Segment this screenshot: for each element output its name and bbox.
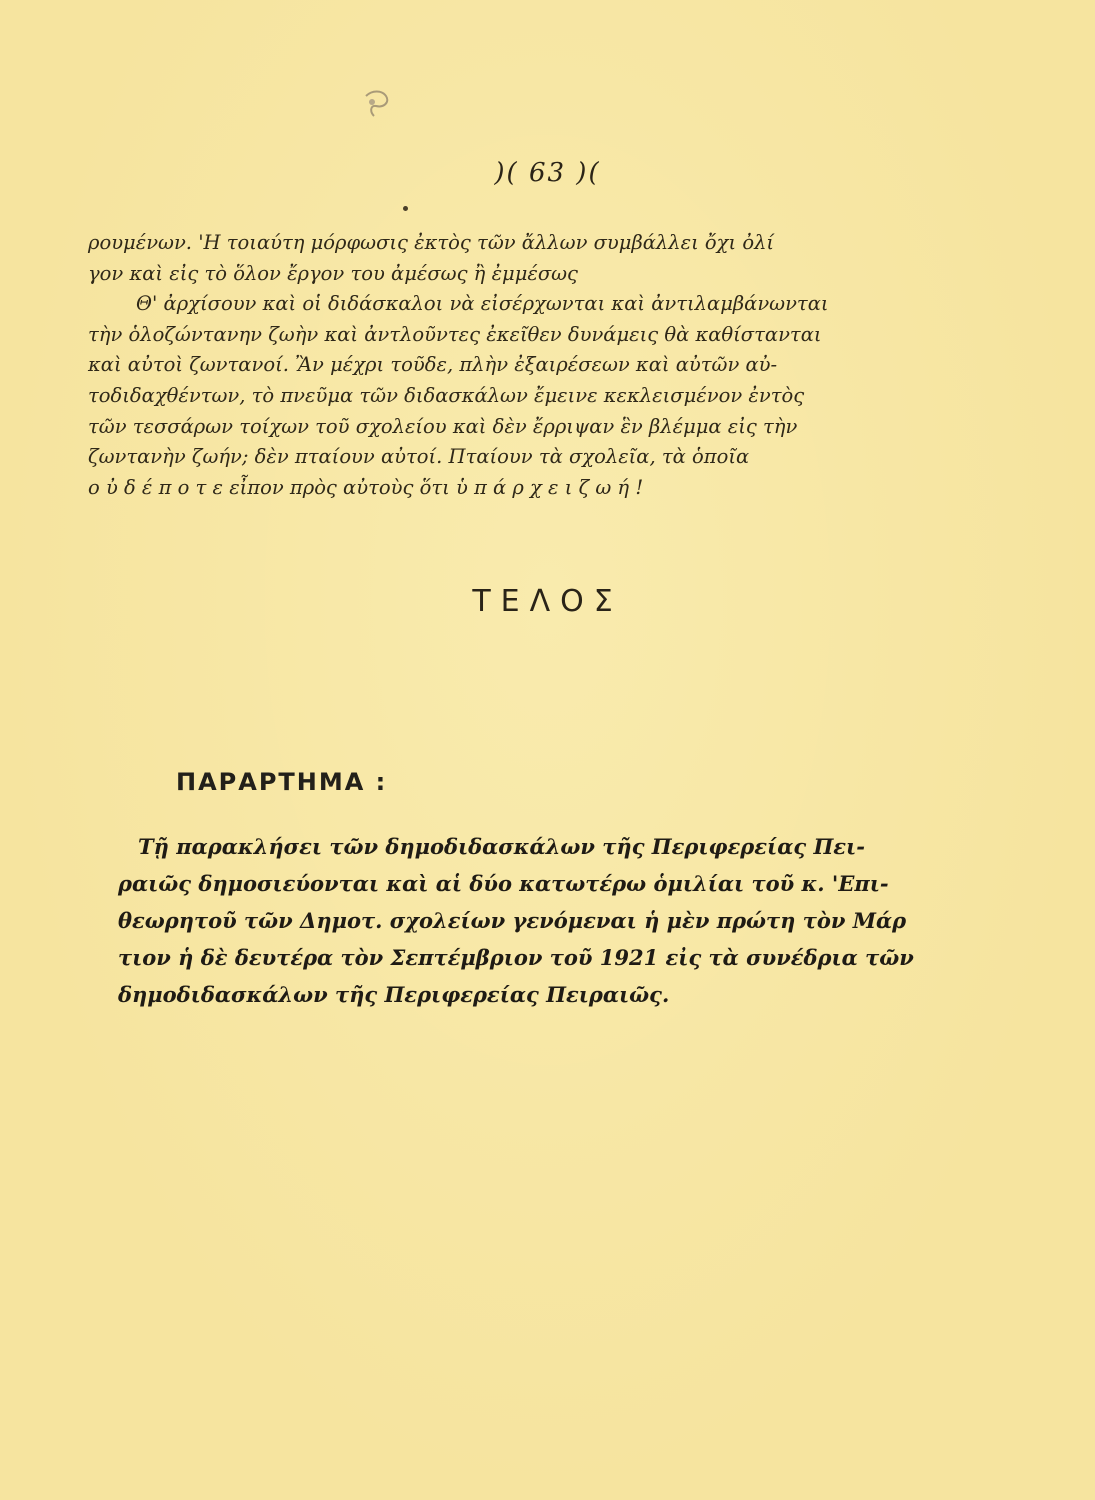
- page-number: )( 63 )(: [494, 158, 601, 188]
- appendix-line: δημοδιδασκάλων τῆς Περιφερείας Πειραιῶς.: [118, 982, 670, 1007]
- appendix-line: ραιῶς δημοσιεύονται καὶ αἱ δύο κατωτέρω ὁμιλίαι τοῦ κ. 'Επι-: [118, 871, 889, 896]
- body-line: Θ' ἀρχίσουν καὶ οἱ διδάσκαλοι νὰ εἰσέρχωνται καὶ ἀντιλαμβάνωνται: [136, 292, 829, 316]
- end-title: ΤΕΛΟΣ: [472, 584, 623, 619]
- body-line: τὴν ὁλοζώντανην ζωὴν καὶ ἀντλοῦντες ἐκεῖθεν δυνάμεις θὰ καθίστανται: [88, 322, 822, 346]
- body-paragraph: [88, 228, 958, 503]
- appendix-heading: ΠΑΡΑΡΤΗΜΑ :: [176, 768, 388, 796]
- appendix-line: τιον ἡ δὲ δευτέρα τὸν Σεπτέμβριον τοῦ 1921 εἰς τὰ συνέδρια τῶν: [118, 945, 914, 970]
- body-line: καὶ αὐτοὶ ζωντανοί. Ἂν μέχρι τοῦδε, πλὴν ἐξαιρέσεων καὶ αὐτῶν αὐ-: [88, 353, 778, 377]
- body-line: ζωντανὴν ζωήν; δὲν πταίουν αὐτοί. Πταίουν τὰ σχολεῖα, τὰ ὁποῖα: [88, 445, 750, 469]
- appendix-line: Τῇ παρακλήσει τῶν δημοδιδασκάλων τῆς Περιφερείας Πει-: [138, 834, 865, 859]
- appendix-line: θεωρητοῦ τῶν Δημοτ. σχολείων γενόμεναι ἡ μὲν πρώτη τὸν Μάρ: [118, 908, 907, 933]
- appendix-paragraph: [118, 828, 958, 1013]
- ink-stamp-mark: [360, 86, 394, 120]
- body-line: γον καὶ εἰς τὸ ὅλον ἔργον του ἀμέσως ἢ ἐμμέσως: [88, 261, 578, 285]
- body-line: ρουμένων. 'Η τοιαύτη μόρφωσις ἐκτὸς τῶν ἄλλων συμβάλλει ὄχι ὀλί: [88, 231, 775, 254]
- body-line: τοδιδαχθέντων, τὸ πνεῦμα τῶν διδασκάλων ἔμεινε κεκλεισμένον ἐντὸς: [88, 383, 805, 407]
- body-line: ο ὐ δ έ π ο τ ε εἶπον πρὸς αὐτοὺς ὅτι ὑ π ά ρ χ ε ι ζ ω ή !: [88, 475, 644, 499]
- ink-dot: [403, 206, 408, 211]
- body-line: τῶν τεσσάρων τοίχων τοῦ σχολείου καὶ δὲν ἔρριψαν ἓν βλέμμα εἰς τὴν: [88, 414, 798, 438]
